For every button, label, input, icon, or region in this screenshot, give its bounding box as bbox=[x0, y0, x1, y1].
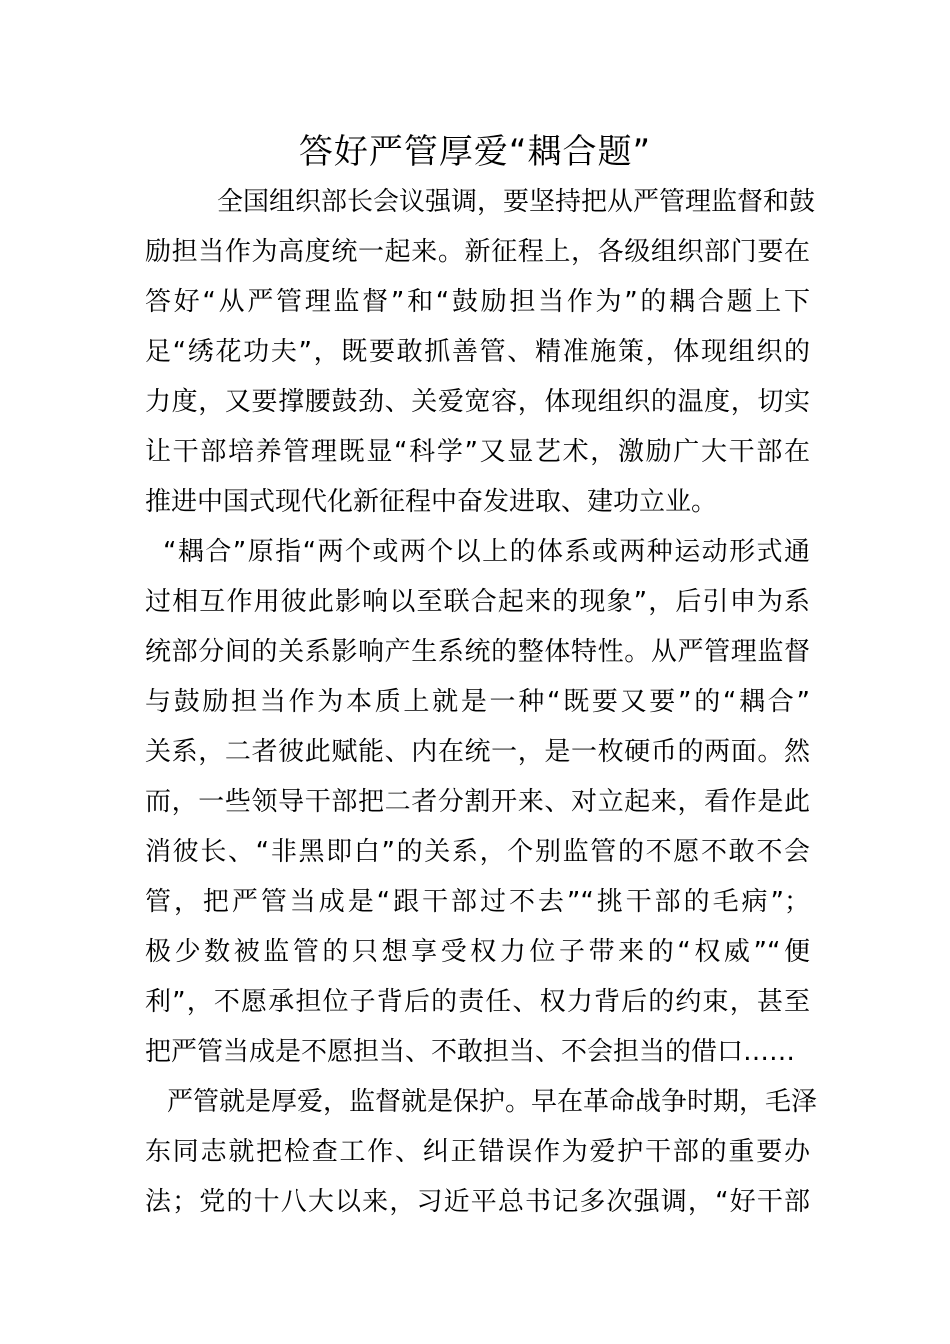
text-line: 让干部培养管理既显“科学”又显艺术，激励广大干部在 bbox=[145, 437, 810, 467]
text-line: 推进中国式现代化新征程中奋发进取、建功立业。 bbox=[145, 487, 718, 517]
paragraph bbox=[145, 1077, 818, 1227]
text-line: 东同志就把检查工作、纠正错误作为爱护干部的重要办 bbox=[145, 1137, 810, 1167]
text-line: 严管就是厚爱，监督就是保护。早在革命战争时期，毛泽 bbox=[167, 1087, 818, 1117]
text-line: 励担当作为高度统一起来。新征程上，各级组织部门要在 bbox=[145, 237, 810, 267]
text-line: 把严管当成是不愿担当、不敢担当、不会担当的借口…… bbox=[145, 1037, 796, 1067]
text-line: 力度，又要撑腰鼓劲、关爱宽容，体现组织的温度，切实 bbox=[145, 387, 810, 417]
text-line: 法；党的十八大以来，习近平总书记多次强调，“好干部 bbox=[145, 1187, 810, 1217]
document-body bbox=[145, 177, 818, 1227]
text-line: 管，把严管当成是“跟干部过不去”“挑干部的毛病”； bbox=[145, 887, 810, 917]
text-line: 足“绣花功夫”，既要敢抓善管、精准施策，体现组织的 bbox=[145, 337, 810, 367]
paragraph bbox=[145, 527, 810, 1077]
text-line: 全国组织部长会议强调，要坚持把从严管理监督和鼓 bbox=[217, 187, 816, 217]
text-line: 利”，不愿承担位子背后的责任、权力背后的约束，甚至 bbox=[145, 987, 810, 1017]
text-line: 答好“从严管理监督”和“鼓励担当作为”的耦合题上下 bbox=[145, 287, 810, 317]
text-line: 统部分间的关系影响产生系统的整体特性。从严管理监督 bbox=[145, 637, 810, 667]
text-line: 消彼长、“非黑即白”的关系，个别监管的不愿不敢不会 bbox=[145, 837, 810, 867]
text-line: 关系，二者彼此赋能、内在统一，是一枚硬币的两面。然 bbox=[145, 737, 810, 767]
text-line: “耦合”原指“两个或两个以上的体系或两种运动形式通 bbox=[163, 537, 810, 567]
paragraph bbox=[145, 177, 816, 527]
text-line: 与鼓励担当作为本质上就是一种“既要又要”的“耦合” bbox=[145, 687, 810, 717]
text-line: 极少数被监管的只想享受权力位子带来的“权威”“便 bbox=[145, 937, 810, 967]
text-line: 而，一些领导干部把二者分割开来、对立起来，看作是此 bbox=[145, 787, 810, 817]
document-title: 答好严管厚爱“耦合题” bbox=[298, 132, 652, 172]
text-line: 过相互作用彼此影响以至联合起来的现象”，后引申为系 bbox=[145, 587, 810, 617]
